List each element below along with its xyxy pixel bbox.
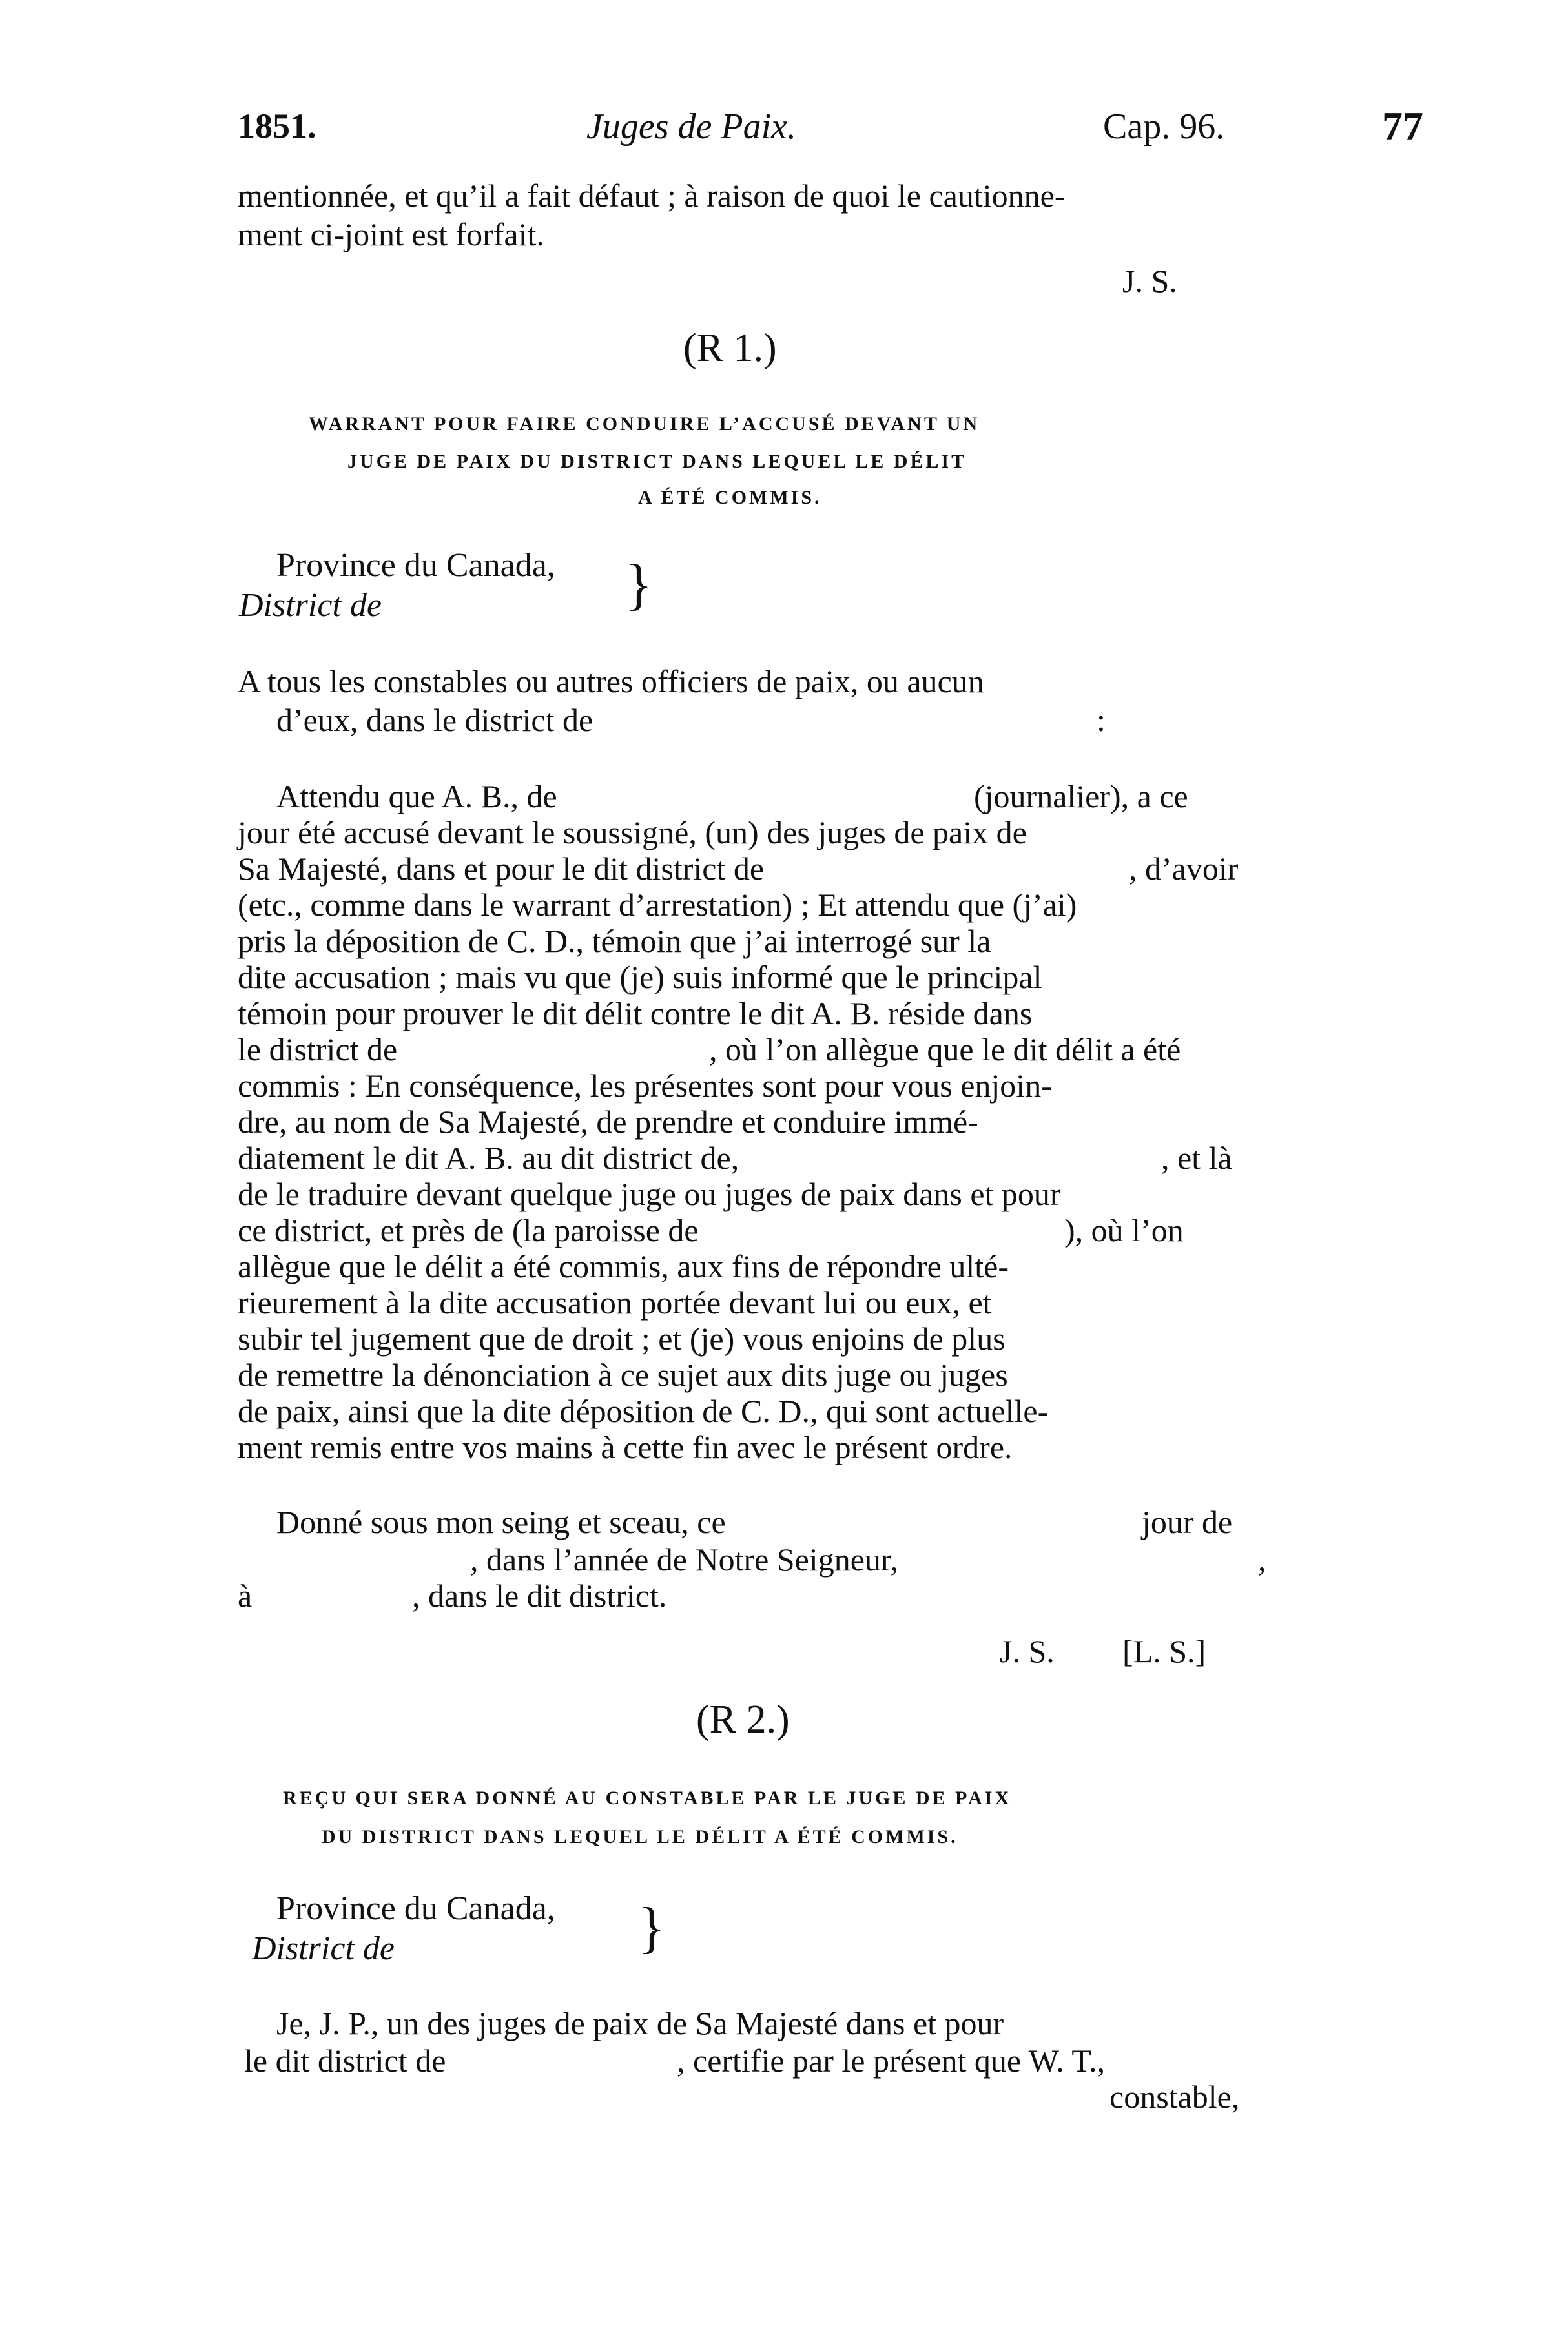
- form-r1-body-line-19: ment remis entre vos mains à cette fin avec le présent ordre.: [238, 1429, 1013, 1465]
- form-r2-heading: (R 2.): [696, 1698, 790, 1742]
- form-r1-title-line-1: WARRANT POUR FAIRE CONDUIRE L’ACCUSÉ DEVANT UN: [309, 413, 980, 435]
- form-r1-body-line-12: de le traduire devant quelque juge ou juges de paix dans et pour: [238, 1176, 1061, 1212]
- form-r1-body-line-1a: Attendu que A. B., de: [276, 778, 557, 814]
- form-r1-body-line-13a: ce district, et près de (la paroisse de: [238, 1212, 699, 1248]
- form-r1-district: District de: [239, 587, 382, 624]
- running-title: Juges de Paix.: [586, 107, 796, 147]
- form-r1-body-line-17: de remettre la dénonciation à ce sujet aux dits juge ou juges: [238, 1357, 1008, 1393]
- form-r2-title-line-1: REÇU QUI SERA DONNÉ AU CONSTABLE PAR LE JUGE DE PAIX: [283, 1787, 1012, 1809]
- form-r1-body-line-1b: (journalier), a ce: [974, 778, 1188, 814]
- form-r2-body-line-1: Je, J. P., un des juges de paix de Sa Majesté dans et pour: [276, 2005, 1004, 2041]
- form-r2-body-line-2b: , certifie par le présent que W. T.,: [677, 2043, 1106, 2079]
- form-r1-brace: }: [625, 553, 653, 616]
- form-r1-given-line-1b: jour de: [1142, 1504, 1233, 1540]
- header-year: 1851.: [238, 107, 316, 145]
- form-r1-heading: (R 1.): [683, 326, 777, 370]
- form-r1-province: Province du Canada,: [276, 547, 555, 584]
- form-r1-body-line-9: commis : En conséquence, les présentes sont pour vous enjoin-: [238, 1067, 1052, 1104]
- form-r1-body-line-8b: , où l’on allègue que le dit délit a été: [709, 1031, 1181, 1067]
- page-number: 77: [1382, 103, 1423, 149]
- form-r1-body-line-11b: , et là: [1161, 1140, 1232, 1176]
- form-r1-address-colon: :: [1097, 702, 1106, 738]
- intro-line-1: mentionnée, et qu’il a fait défaut ; à raison de quoi le cautionne-: [238, 178, 1066, 214]
- form-r2-title-line-2: DU DISTRICT DANS LEQUEL LE DÉLIT A ÉTÉ COMMIS.: [322, 1826, 958, 1848]
- form-r1-body-line-5: pris la déposition de C. D., témoin que j’ai interrogé sur la: [238, 923, 991, 959]
- form-r1-address-line-2: d’eux, dans le district de: [276, 702, 593, 738]
- form-r1-body-line-8a: le district de: [238, 1031, 398, 1067]
- intro-line-2: ment ci-joint est forfait.: [238, 216, 544, 252]
- form-r1-title-line-2: JUGE DE PAIX DU DISTRICT DANS LEQUEL LE DÉLIT: [347, 451, 967, 472]
- form-r1-body-line-11a: diatement le dit A. B. au dit district de,: [238, 1140, 739, 1176]
- form-r1-given-line-3b: , dans le dit district.: [412, 1578, 667, 1614]
- form-r1-signature: J. S.: [1000, 1633, 1055, 1669]
- form-r1-given-line-1a: Donné sous mon seing et sceau, ce: [276, 1504, 726, 1540]
- chapter-label: Cap. 96.: [1103, 107, 1225, 147]
- form-r1-body-line-16: subir tel jugement que de droit ; et (je) vous enjoins de plus: [238, 1321, 1006, 1357]
- form-r1-given-line-2b: ,: [1258, 1541, 1266, 1578]
- form-r1-body-line-14: allègue que le délit a été commis, aux fins de répondre ulté-: [238, 1248, 1009, 1284]
- form-r1-body-line-13b: ), où l’on: [1064, 1212, 1184, 1248]
- form-r1-body-line-2: jour été accusé devant le soussigné, (un) des juges de paix de: [238, 814, 1027, 850]
- form-r1-body-line-3a: Sa Majesté, dans et pour le dit district de: [238, 850, 765, 887]
- form-r1-body-line-6: dite accusation ; mais vu que (je) suis informé que le principal: [238, 959, 1042, 995]
- form-r1-given-line-2a: , dans l’année de Notre Seigneur,: [470, 1541, 899, 1578]
- form-r2-body-line-3: constable,: [1109, 2079, 1240, 2115]
- form-r1-given-line-3a: à: [238, 1578, 253, 1614]
- form-r2-brace: }: [638, 1897, 666, 1959]
- form-r1-body-line-10: dre, au nom de Sa Majesté, de prendre et conduire immé-: [238, 1104, 978, 1140]
- form-r1-body-line-3b: , d’avoir: [1129, 850, 1239, 887]
- form-r1-seal: [L. S.]: [1122, 1633, 1206, 1669]
- form-r1-body-line-4: (etc., comme dans le warrant d’arrestation) ; Et attendu que (j’ai): [238, 887, 1077, 923]
- intro-signature: J. S.: [1122, 263, 1177, 299]
- form-r1-body-line-18: de paix, ainsi que la dite déposition de C. D., qui sont actuelle-: [238, 1393, 1049, 1429]
- form-r1-body-line-15: rieurement à la dite accusation portée devant lui ou eux, et: [238, 1284, 992, 1321]
- form-r2-district: District de: [252, 1930, 395, 1967]
- form-r1-body-line-7: témoin pour prouver le dit délit contre le dit A. B. réside dans: [238, 995, 1033, 1031]
- form-r1-address-line-1: A tous les constables ou autres officiers de paix, ou aucun: [238, 663, 984, 699]
- form-r2-province: Province du Canada,: [276, 1890, 555, 1927]
- form-r1-title-line-3: A ÉTÉ COMMIS.: [638, 487, 822, 508]
- form-r2-body-line-2a: le dit district de: [244, 2043, 446, 2079]
